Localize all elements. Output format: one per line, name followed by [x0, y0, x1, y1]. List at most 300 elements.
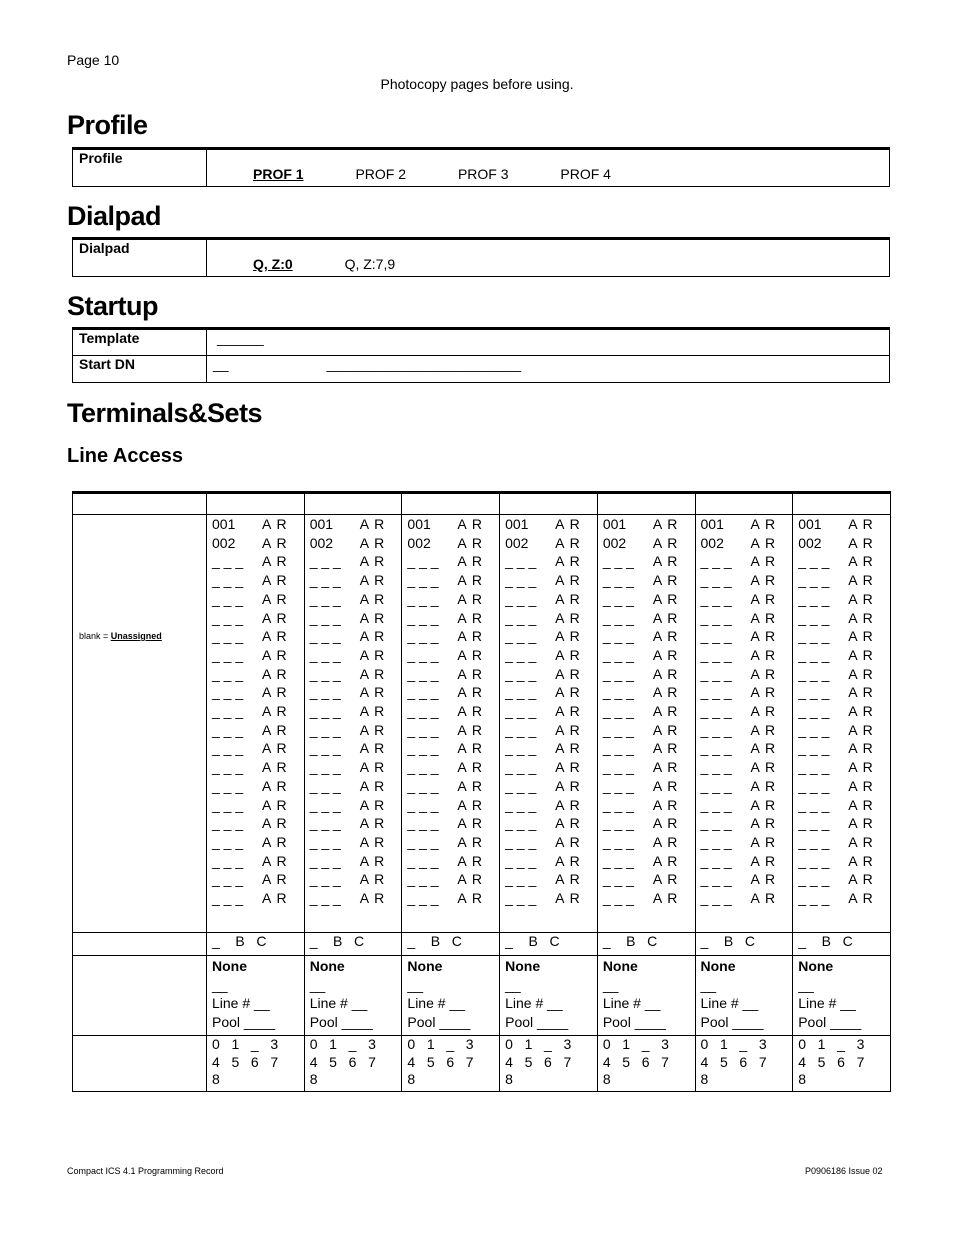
answer-ring-options[interactable]: A R — [750, 516, 777, 532]
digits-row-3[interactable]: 8 — [309, 1071, 318, 1087]
answer-ring-options[interactable]: A R — [457, 609, 483, 626]
answer-ring-options[interactable]: A R — [262, 815, 288, 832]
answer-ring-options[interactable]: A R — [848, 590, 874, 607]
line-number[interactable]: 001 — [212, 516, 236, 532]
answer-ring-options[interactable]: A R — [848, 852, 874, 869]
answer-ring-options[interactable]: A R — [848, 759, 874, 776]
line-number[interactable]: _ _ _ — [798, 852, 830, 869]
line-number[interactable]: _ _ _ — [700, 703, 732, 720]
answer-ring-options[interactable]: A R — [652, 684, 679, 701]
digits-row-3[interactable]: 8 — [700, 1071, 709, 1087]
line-number[interactable]: _ _ _ — [309, 815, 341, 832]
line-number[interactable]: _ _ _ — [212, 890, 244, 907]
answer-ring-options[interactable]: A R — [848, 796, 874, 813]
line-number[interactable]: _ _ _ — [798, 590, 830, 607]
answer-ring-options[interactable]: A R — [652, 796, 679, 813]
line-number[interactable]: _ _ _ — [700, 721, 732, 738]
answer-ring-options[interactable]: A R — [262, 759, 288, 776]
digits-row-1[interactable]: 0 1 _ 3 — [505, 1036, 572, 1052]
answer-ring-options[interactable]: A R — [262, 590, 288, 607]
line-number[interactable]: _ _ _ — [505, 759, 537, 776]
digits-row-2[interactable]: 4 5 6 7 — [700, 1053, 767, 1070]
line-number[interactable]: _ _ _ — [407, 833, 439, 850]
answer-ring-options[interactable]: A R — [457, 796, 483, 813]
answer-ring-options[interactable]: A R — [652, 534, 679, 551]
line-number[interactable]: _ _ _ — [798, 833, 830, 850]
line-number[interactable]: _ _ _ — [505, 796, 537, 813]
answer-ring-options[interactable]: A R — [359, 833, 386, 850]
line-number[interactable]: _ _ _ — [798, 572, 830, 589]
answer-ring-options[interactable]: A R — [359, 759, 386, 776]
digits-row-2[interactable]: 4 5 6 7 — [212, 1053, 279, 1070]
answer-ring-options[interactable]: A R — [555, 890, 581, 907]
answer-ring-options[interactable]: A R — [457, 815, 483, 832]
line-number[interactable]: _ _ _ — [407, 740, 439, 757]
line-number[interactable]: _ _ _ — [700, 815, 732, 832]
line-number[interactable]: _ _ _ — [309, 852, 341, 869]
answer-ring-options[interactable]: A R — [652, 703, 679, 720]
prime-none-option[interactable]: None — [212, 958, 247, 974]
answer-ring-options[interactable]: A R — [652, 815, 679, 832]
line-number[interactable]: _ _ _ — [505, 590, 537, 607]
answer-ring-options[interactable]: A R — [750, 572, 777, 589]
prime-line-number[interactable]: Line # __ — [505, 995, 563, 1011]
answer-ring-options[interactable]: A R — [848, 684, 874, 701]
answer-ring-options[interactable]: A R — [262, 871, 288, 888]
answer-ring-options[interactable]: A R — [457, 684, 483, 701]
digits-row-3[interactable]: 8 — [602, 1071, 611, 1087]
line-number[interactable]: _ _ _ — [798, 890, 830, 907]
digits-row-1[interactable]: 0 1 _ 3 — [798, 1036, 865, 1052]
answer-ring-options[interactable]: A R — [457, 665, 483, 682]
line-number[interactable]: _ _ _ — [602, 553, 634, 570]
answer-ring-options[interactable]: A R — [359, 553, 386, 570]
line-number[interactable]: _ _ _ — [602, 796, 634, 813]
line-number[interactable]: _ _ _ — [602, 759, 634, 776]
answer-ring-options[interactable]: A R — [457, 721, 483, 738]
line-number[interactable]: _ _ _ — [505, 740, 537, 757]
line-number[interactable]: _ _ _ — [700, 759, 732, 776]
line-number[interactable]: 002 — [309, 534, 334, 551]
line-number[interactable]: _ _ _ — [798, 628, 830, 645]
answer-ring-options[interactable]: A R — [652, 628, 679, 645]
line-number[interactable]: _ _ _ — [309, 553, 341, 570]
abc-options[interactable]: _ B C — [505, 933, 560, 949]
answer-ring-options[interactable]: A R — [555, 516, 581, 532]
answer-ring-options[interactable]: A R — [750, 833, 777, 850]
line-number[interactable]: _ _ _ — [309, 796, 341, 813]
answer-ring-options[interactable]: A R — [359, 590, 386, 607]
line-number[interactable]: _ _ _ — [700, 590, 732, 607]
line-number[interactable]: _ _ _ — [602, 590, 634, 607]
answer-ring-options[interactable]: A R — [848, 628, 874, 645]
line-number[interactable]: 002 — [602, 534, 627, 551]
answer-ring-options[interactable]: A R — [359, 684, 386, 701]
prime-line-number[interactable]: Line # __ — [700, 995, 759, 1011]
digits-row-2[interactable]: 4 5 6 7 — [309, 1053, 376, 1070]
answer-ring-options[interactable]: A R — [262, 628, 288, 645]
line-number[interactable]: _ _ _ — [602, 572, 634, 589]
answer-ring-options[interactable]: A R — [555, 703, 581, 720]
abc-options[interactable]: _ B C — [602, 933, 658, 949]
line-number[interactable]: _ _ _ — [505, 628, 537, 645]
line-number[interactable]: _ _ _ — [407, 572, 439, 589]
answer-ring-options[interactable]: A R — [848, 815, 874, 832]
answer-ring-options[interactable]: A R — [555, 777, 581, 794]
digits-row-3[interactable]: 8 — [407, 1071, 416, 1087]
answer-ring-options[interactable]: A R — [262, 721, 288, 738]
prime-blank-option[interactable]: __ — [700, 976, 717, 993]
line-number[interactable]: _ _ _ — [602, 777, 634, 794]
line-number[interactable]: _ _ _ — [700, 572, 732, 589]
answer-ring-options[interactable]: A R — [652, 759, 679, 776]
prime-none-option[interactable]: None — [700, 958, 736, 974]
answer-ring-options[interactable]: A R — [555, 815, 581, 832]
abc-options[interactable]: _ B C — [700, 933, 755, 949]
answer-ring-options[interactable]: A R — [750, 871, 777, 888]
answer-ring-options[interactable]: A R — [848, 516, 874, 532]
prime-none-option[interactable]: None — [309, 958, 345, 974]
line-number[interactable]: _ _ _ — [212, 590, 244, 607]
answer-ring-options[interactable]: A R — [652, 777, 679, 794]
answer-ring-options[interactable]: A R — [555, 796, 581, 813]
answer-ring-options[interactable]: A R — [555, 684, 581, 701]
line-number[interactable]: _ _ _ — [602, 871, 634, 888]
line-number[interactable]: _ _ _ — [700, 890, 732, 907]
answer-ring-options[interactable]: A R — [359, 852, 386, 869]
answer-ring-options[interactable]: A R — [848, 572, 874, 589]
answer-ring-options[interactable]: A R — [652, 572, 679, 589]
line-number[interactable]: _ _ _ — [212, 721, 244, 738]
line-number[interactable]: _ _ _ — [407, 684, 439, 701]
line-number[interactable]: _ _ _ — [505, 684, 537, 701]
answer-ring-options[interactable]: A R — [652, 721, 679, 738]
line-number[interactable]: _ _ _ — [602, 646, 634, 663]
line-number[interactable]: 001 — [798, 516, 822, 532]
answer-ring-options[interactable]: A R — [262, 740, 288, 757]
answer-ring-options[interactable]: A R — [750, 721, 777, 738]
answer-ring-options[interactable]: A R — [359, 572, 386, 589]
answer-ring-options[interactable]: A R — [457, 890, 483, 907]
answer-ring-options[interactable]: A R — [457, 572, 483, 589]
answer-ring-options[interactable]: A R — [848, 646, 874, 663]
digits-row-1[interactable]: 0 1 _ 3 — [212, 1036, 279, 1052]
digits-row-2[interactable]: 4 5 6 7 — [602, 1053, 669, 1070]
line-number[interactable]: _ _ _ — [212, 852, 244, 869]
answer-ring-options[interactable]: A R — [750, 665, 777, 682]
line-number[interactable]: _ _ _ — [407, 665, 439, 682]
line-number[interactable]: _ _ _ — [700, 553, 732, 570]
line-number[interactable]: _ _ _ — [309, 684, 341, 701]
answer-ring-options[interactable]: A R — [262, 777, 288, 794]
answer-ring-options[interactable]: A R — [750, 796, 777, 813]
line-number[interactable]: 001 — [407, 516, 431, 532]
line-number[interactable]: _ _ _ — [407, 796, 439, 813]
prime-blank-option[interactable]: __ — [212, 976, 228, 993]
line-number[interactable]: _ _ _ — [309, 759, 341, 776]
answer-ring-options[interactable]: A R — [262, 516, 288, 532]
line-number[interactable]: _ _ _ — [602, 833, 634, 850]
answer-ring-options[interactable]: A R — [555, 759, 581, 776]
prime-none-option[interactable]: None — [798, 958, 834, 974]
answer-ring-options[interactable]: A R — [457, 871, 483, 888]
digits-row-3[interactable]: 8 — [505, 1071, 513, 1087]
prime-line-number[interactable]: Line # __ — [602, 995, 661, 1011]
line-number[interactable]: _ _ _ — [798, 721, 830, 738]
line-number[interactable]: _ _ _ — [798, 871, 830, 888]
profile-option-1[interactable]: PROF 1 — [253, 166, 304, 182]
line-number[interactable]: _ _ _ — [505, 890, 537, 907]
answer-ring-options[interactable]: A R — [262, 646, 288, 663]
line-number[interactable]: 002 — [798, 534, 822, 551]
line-number[interactable]: _ _ _ — [212, 684, 244, 701]
line-number[interactable]: _ _ _ — [505, 871, 537, 888]
answer-ring-options[interactable]: A R — [359, 665, 386, 682]
answer-ring-options[interactable]: A R — [750, 534, 777, 551]
line-number[interactable]: _ _ _ — [602, 665, 634, 682]
prime-blank-option[interactable]: __ — [505, 976, 521, 993]
line-number[interactable]: _ _ _ — [798, 665, 830, 682]
line-number[interactable]: _ _ _ — [407, 871, 439, 888]
line-number[interactable]: _ _ _ — [700, 740, 732, 757]
prime-pool[interactable]: Pool ____ — [212, 1013, 276, 1030]
line-number[interactable]: _ _ _ — [505, 572, 537, 589]
line-number[interactable]: _ _ _ — [505, 777, 537, 794]
abc-options[interactable]: _ B C — [798, 933, 853, 949]
prime-none-option[interactable]: None — [407, 958, 443, 974]
answer-ring-options[interactable]: A R — [750, 890, 777, 907]
profile-option-3[interactable]: PROF 3 — [457, 166, 509, 182]
line-number[interactable]: 001 — [309, 516, 334, 532]
answer-ring-options[interactable]: A R — [555, 871, 581, 888]
answer-ring-options[interactable]: A R — [750, 777, 777, 794]
line-number[interactable]: _ _ _ — [798, 740, 830, 757]
line-number[interactable]: 002 — [505, 534, 529, 551]
answer-ring-options[interactable]: A R — [652, 871, 679, 888]
answer-ring-options[interactable]: A R — [555, 553, 581, 570]
answer-ring-options[interactable]: A R — [848, 890, 874, 907]
line-number[interactable]: _ _ _ — [212, 703, 244, 720]
line-number[interactable]: _ _ _ — [212, 777, 244, 794]
answer-ring-options[interactable]: A R — [262, 665, 288, 682]
line-number[interactable]: _ _ _ — [407, 609, 439, 626]
digits-row-2[interactable]: 4 5 6 7 — [407, 1053, 474, 1070]
line-number[interactable]: _ _ _ — [309, 740, 341, 757]
line-number[interactable]: _ _ _ — [407, 590, 439, 607]
line-number[interactable]: _ _ _ — [309, 703, 341, 720]
prime-blank-option[interactable]: __ — [602, 976, 619, 993]
answer-ring-options[interactable]: A R — [652, 590, 679, 607]
line-number[interactable]: _ _ _ — [212, 759, 244, 776]
prime-pool[interactable]: Pool ____ — [700, 1013, 764, 1030]
answer-ring-options[interactable]: A R — [359, 721, 386, 738]
line-number[interactable]: 002 — [700, 534, 724, 551]
answer-ring-options[interactable]: A R — [555, 721, 581, 738]
dialpad-option-2[interactable]: Q, Z:7,9 — [344, 256, 396, 272]
line-number[interactable]: _ _ _ — [798, 703, 830, 720]
answer-ring-options[interactable]: A R — [848, 553, 874, 570]
answer-ring-options[interactable]: A R — [457, 646, 483, 663]
line-number[interactable]: _ _ _ — [505, 833, 537, 850]
answer-ring-options[interactable]: A R — [262, 609, 288, 626]
answer-ring-options[interactable]: A R — [457, 590, 483, 607]
answer-ring-options[interactable]: A R — [750, 646, 777, 663]
line-number[interactable]: 002 — [212, 534, 236, 551]
line-number[interactable]: _ _ _ — [212, 665, 244, 682]
answer-ring-options[interactable]: A R — [457, 534, 483, 551]
answer-ring-options[interactable]: A R — [652, 609, 679, 626]
answer-ring-options[interactable]: A R — [262, 553, 288, 570]
answer-ring-options[interactable]: A R — [848, 665, 874, 682]
answer-ring-options[interactable]: A R — [652, 646, 679, 663]
line-number[interactable]: _ _ _ — [212, 646, 244, 663]
answer-ring-options[interactable]: A R — [750, 684, 777, 701]
abc-options[interactable]: _ B C — [407, 933, 462, 949]
line-number[interactable]: _ _ _ — [309, 572, 341, 589]
digits-row-2[interactable]: 4 5 6 7 — [505, 1053, 572, 1070]
line-number[interactable]: _ _ _ — [212, 740, 244, 757]
answer-ring-options[interactable]: A R — [555, 740, 581, 757]
line-number[interactable]: _ _ _ — [212, 553, 244, 570]
answer-ring-options[interactable]: A R — [848, 871, 874, 888]
answer-ring-options[interactable]: A R — [555, 609, 581, 626]
line-number[interactable]: _ _ _ — [700, 646, 732, 663]
line-number[interactable]: _ _ _ — [505, 815, 537, 832]
line-number[interactable]: _ _ _ — [798, 777, 830, 794]
line-number[interactable]: _ _ _ — [700, 665, 732, 682]
answer-ring-options[interactable]: A R — [555, 590, 581, 607]
prime-pool[interactable]: Pool ____ — [798, 1013, 862, 1030]
abc-options[interactable]: _ B C — [309, 933, 365, 949]
line-number[interactable]: _ _ _ — [505, 646, 537, 663]
prime-none-option[interactable]: None — [602, 958, 638, 974]
answer-ring-options[interactable]: A R — [555, 665, 581, 682]
answer-ring-options[interactable]: A R — [359, 703, 386, 720]
digits-row-1[interactable]: 0 1 _ 3 — [407, 1036, 474, 1052]
answer-ring-options[interactable]: A R — [457, 852, 483, 869]
line-number[interactable]: _ _ _ — [700, 684, 732, 701]
line-number[interactable]: _ _ _ — [602, 628, 634, 645]
answer-ring-options[interactable]: A R — [359, 534, 386, 551]
line-number[interactable]: _ _ _ — [407, 646, 439, 663]
answer-ring-options[interactable]: A R — [457, 553, 483, 570]
digits-row-2[interactable]: 4 5 6 7 — [798, 1053, 865, 1070]
line-number[interactable]: 001 — [505, 516, 529, 532]
answer-ring-options[interactable]: A R — [848, 740, 874, 757]
line-number[interactable]: _ _ _ — [700, 871, 732, 888]
answer-ring-options[interactable]: A R — [359, 890, 386, 907]
prime-blank-option[interactable]: __ — [798, 976, 814, 993]
line-number[interactable]: _ _ _ — [505, 852, 537, 869]
line-number[interactable]: _ _ _ — [602, 609, 634, 626]
answer-ring-options[interactable]: A R — [262, 703, 288, 720]
answer-ring-options[interactable]: A R — [750, 628, 777, 645]
line-number[interactable]: _ _ _ — [700, 833, 732, 850]
answer-ring-options[interactable]: A R — [652, 516, 679, 532]
line-number[interactable]: _ _ _ — [212, 833, 244, 850]
line-number[interactable]: _ _ _ — [309, 777, 341, 794]
line-number[interactable]: _ _ _ — [798, 553, 830, 570]
digits-row-1[interactable]: 0 1 _ 3 — [602, 1036, 669, 1052]
line-number[interactable]: _ _ _ — [798, 759, 830, 776]
prime-none-option[interactable]: None — [505, 958, 541, 974]
digits-row-3[interactable]: 8 — [798, 1071, 807, 1087]
answer-ring-options[interactable]: A R — [359, 740, 386, 757]
line-number[interactable]: _ _ _ — [798, 796, 830, 813]
line-number[interactable]: _ _ _ — [505, 703, 537, 720]
line-number[interactable]: _ _ _ — [505, 665, 537, 682]
answer-ring-options[interactable]: A R — [262, 852, 288, 869]
line-number[interactable]: _ _ _ — [407, 890, 439, 907]
prime-line-number[interactable]: Line # __ — [212, 995, 270, 1011]
line-number[interactable]: _ _ _ — [505, 609, 537, 626]
answer-ring-options[interactable]: A R — [457, 516, 483, 532]
line-number[interactable]: _ _ _ — [309, 721, 341, 738]
line-number[interactable]: _ _ _ — [309, 609, 341, 626]
startdn-value[interactable]: __ — [213, 356, 229, 372]
line-number[interactable]: 001 — [602, 516, 627, 532]
answer-ring-options[interactable]: A R — [262, 833, 288, 850]
line-number[interactable]: _ _ _ — [407, 852, 439, 869]
line-number[interactable]: _ _ _ — [602, 890, 634, 907]
answer-ring-options[interactable]: A R — [848, 534, 874, 551]
prime-line-number[interactable]: Line # __ — [798, 995, 856, 1011]
line-number[interactable]: _ _ _ — [700, 852, 732, 869]
prime-line-number[interactable]: Line # __ — [407, 995, 466, 1011]
prime-pool[interactable]: Pool ____ — [505, 1013, 569, 1030]
answer-ring-options[interactable]: A R — [652, 833, 679, 850]
answer-ring-options[interactable]: A R — [555, 852, 581, 869]
answer-ring-options[interactable]: A R — [359, 871, 386, 888]
line-number[interactable]: _ _ _ — [700, 609, 732, 626]
line-number[interactable]: _ _ _ — [602, 703, 634, 720]
line-number[interactable]: _ _ _ — [602, 852, 634, 869]
answer-ring-options[interactable]: A R — [359, 516, 386, 532]
profile-option-4[interactable]: PROF 4 — [560, 166, 611, 182]
answer-ring-options[interactable]: A R — [750, 703, 777, 720]
answer-ring-options[interactable]: A R — [750, 759, 777, 776]
answer-ring-options[interactable]: A R — [359, 646, 386, 663]
answer-ring-options[interactable]: A R — [750, 852, 777, 869]
answer-ring-options[interactable]: A R — [555, 646, 581, 663]
prime-pool[interactable]: Pool ____ — [602, 1013, 666, 1030]
template-value[interactable]: ______ — [207, 329, 890, 356]
answer-ring-options[interactable]: A R — [750, 553, 777, 570]
prime-blank-option[interactable]: __ — [309, 976, 326, 993]
answer-ring-options[interactable]: A R — [457, 628, 483, 645]
line-number[interactable]: _ _ _ — [212, 871, 244, 888]
line-number[interactable]: _ _ _ — [700, 796, 732, 813]
answer-ring-options[interactable]: A R — [359, 796, 386, 813]
line-number[interactable]: _ _ _ — [798, 815, 830, 832]
answer-ring-options[interactable]: A R — [262, 572, 288, 589]
answer-ring-options[interactable]: A R — [848, 833, 874, 850]
answer-ring-options[interactable]: A R — [457, 759, 483, 776]
answer-ring-options[interactable]: A R — [262, 890, 288, 907]
line-number[interactable]: _ _ _ — [309, 871, 341, 888]
answer-ring-options[interactable]: A R — [262, 796, 288, 813]
answer-ring-options[interactable]: A R — [652, 852, 679, 869]
answer-ring-options[interactable]: A R — [750, 590, 777, 607]
line-number[interactable]: _ _ _ — [407, 759, 439, 776]
answer-ring-options[interactable]: A R — [359, 777, 386, 794]
answer-ring-options[interactable]: A R — [652, 553, 679, 570]
answer-ring-options[interactable]: A R — [457, 777, 483, 794]
answer-ring-options[interactable]: A R — [848, 721, 874, 738]
line-number[interactable]: _ _ _ — [407, 553, 439, 570]
line-number[interactable]: _ _ _ — [798, 684, 830, 701]
line-number[interactable]: 002 — [407, 534, 431, 551]
